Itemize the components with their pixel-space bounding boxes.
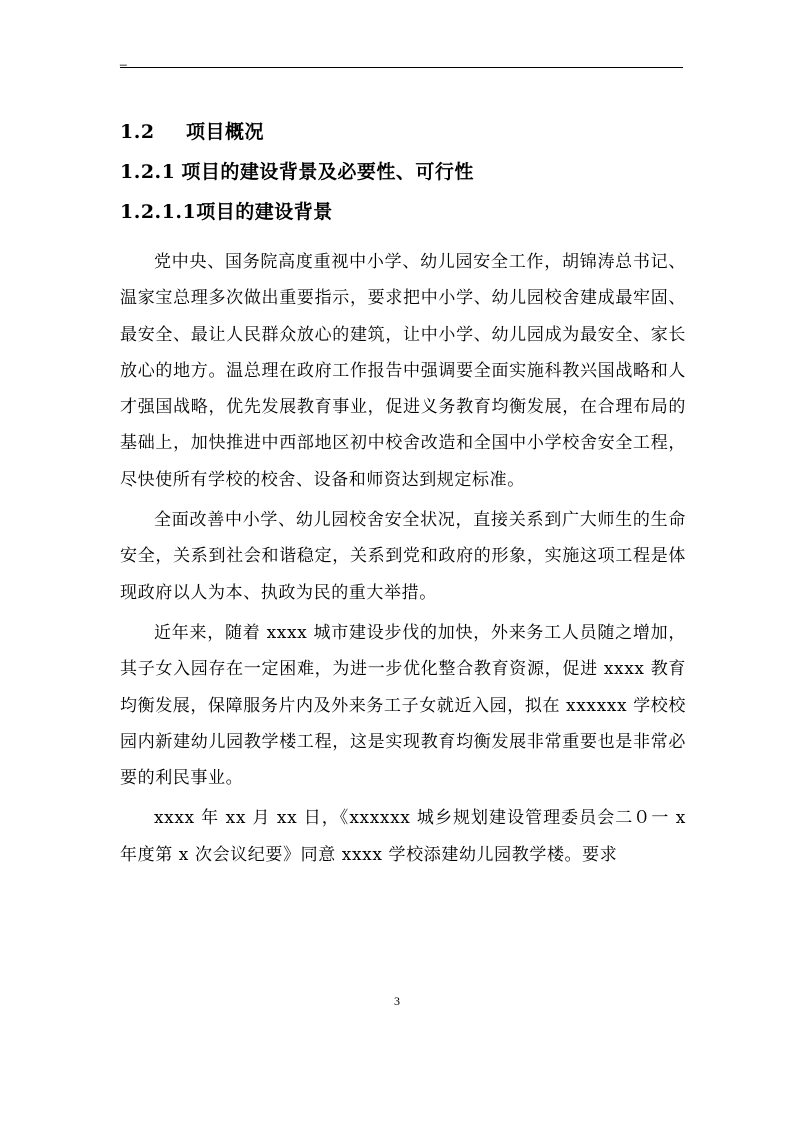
- section-heading-1-2-1: [120, 152, 686, 192]
- paragraph-2: 全面改善中小学、幼儿园校舍安全状况，直接关系到广大师生的生命安全，关系到社会和谐稳定，关系到党和政府的形象，实施这项工程是体现政府以人为本、执政为民的重大举措。: [120, 510, 686, 603]
- header-rule: [120, 67, 683, 68]
- page-number: 3: [394, 994, 400, 1008]
- section-number: 1.2: [120, 121, 155, 143]
- section-number: 1.2.1: [120, 161, 176, 183]
- section-title: 项目的建设背景及必要性、可行性: [181, 161, 474, 183]
- section-heading-1-2-1-1: [120, 192, 686, 232]
- header-mark: _: [120, 52, 127, 66]
- section-heading-1-2: [120, 112, 686, 152]
- section-number: 1.2.1.1: [120, 201, 197, 223]
- section-title: 项目概况: [186, 121, 265, 143]
- document-body: [120, 112, 686, 873]
- paragraph-1: 党中央、国务院高度重视中小学、幼儿园安全工作，胡锦涛总书记、温家宝总理多次做出重要指示，要求把中小学、幼儿园校舍建成最牢固、最安全、最让人民群众放心的建筑，让中小学、幼儿园成为最安全、家长放心的地方。温总理在政府工作报告中强调要全面实施科教兴国战略和人才强国战略，优先发展教育事业，促进义务教育均衡发展，在合理布局的基础上，加快推进中西部地区初中校舍改造和全国中小学校舍安全工程，尽快使所有学校的校舍、设备和师资达到规定标准。: [120, 252, 686, 490]
- paragraph-4: xxxx 年 xx 月 xx 日，《xxxxxx 城乡规划建设管理委员会二０一 x 年度第 x 次会议纪要》同意 xxxx 学校添建幼儿园教学楼。要求: [120, 808, 686, 865]
- paragraph-3: 近年来，随着 xxxx 城市建设步伐的加快，外来务工人员随之增加，其子女入园存在一定困难，为进一步优化整合教育资源，促进 xxxx 教育均衡发展，保障服务片内及外来务工子女就近入园，拟在 xxxxxx 学校校园内新建幼儿园教学楼工程，这是实现教育均衡发展非常重要也是非常必要的利民事业。: [120, 622, 686, 789]
- section-title: 项目的建设背景: [196, 201, 333, 223]
